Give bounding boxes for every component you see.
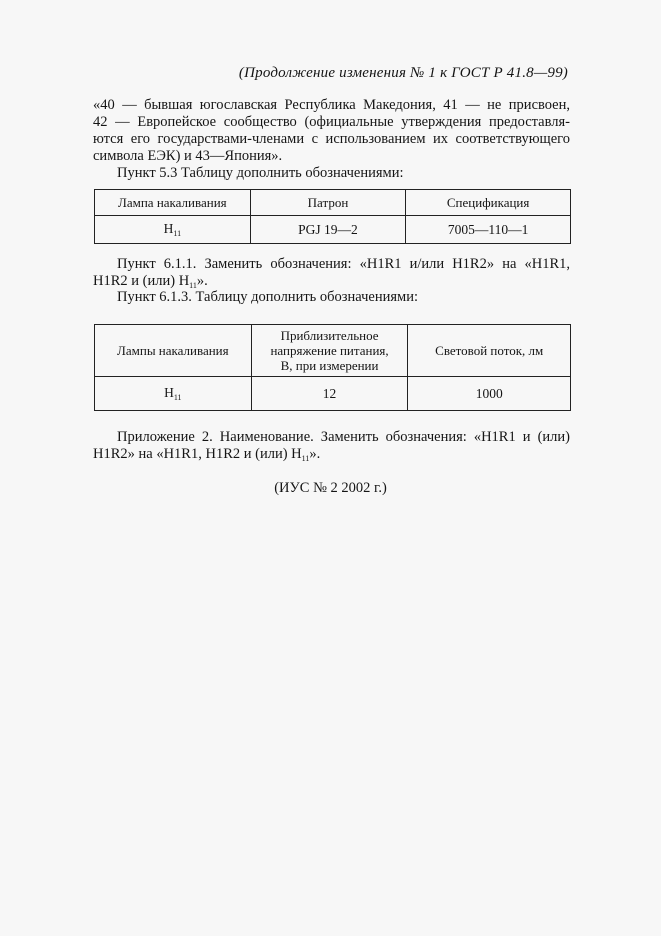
column-header: Спецификация — [406, 190, 571, 216]
text-line: H1R2 и (или) $H_{11}$». — [93, 273, 208, 290]
table-socket-spec — [94, 189, 571, 244]
column-header: Лампа накаливания — [95, 190, 251, 216]
text-line: ются его государствами-членами с использованием их соответствующего — [93, 131, 570, 147]
table-cell-voltage: 12 — [251, 377, 408, 411]
table-cell-flux: 1000 — [408, 377, 571, 411]
text-line: Пункт 6.1.1. Заменить обозначения: «H1R1 и/или H1R2» на «H1R1, — [117, 256, 570, 272]
paragraph-appendix-2 — [93, 429, 570, 467]
text-line: символа ЕЭК) и 43—Япония». — [93, 148, 283, 164]
column-header: Лампы накаливания — [95, 325, 252, 377]
table-row — [95, 377, 571, 411]
paragraph-clause-6-1-3: Пункт 6.1.3. Таблицу дополнить обозначениями: — [117, 289, 419, 305]
table-cell-socket: PGJ 19—2 — [250, 216, 406, 244]
page-header: (Продолжение изменения № 1 к ГОСТ Р 41.8—99) — [238, 65, 568, 81]
table-header-row — [95, 325, 571, 377]
text-line: 42 — Европейское сообщество (официальные утверждения предоставля- — [93, 114, 570, 130]
paragraph-country-codes — [93, 97, 570, 165]
text-line: Приложение 2. Наименование. Заменить обозначения: «H1R1 и (или) — [117, 429, 570, 445]
table-row — [95, 216, 571, 244]
table-cell-lamp: $H_{11}$ — [95, 216, 251, 244]
source-reference: (ИУС № 2 2002 г.) — [274, 480, 387, 496]
table-cell-lamp: $H_{11}$ — [95, 377, 252, 411]
column-header: Патрон — [250, 190, 406, 216]
paragraph-clause-5-3: Пункт 5.3 Таблицу дополнить обозначениями: — [117, 165, 404, 181]
table-header-row — [95, 190, 571, 216]
column-header: Приблизительное напряжение питания, В, при измерении — [251, 325, 408, 377]
table-cell-spec: 7005—110—1 — [406, 216, 571, 244]
text-line: «40 — бывшая югославская Республика Македония, 41 — не присвоен, — [93, 97, 570, 113]
text-line: H1R2» на «H1R1, H1R2 и (или) $H_{11}$». — [93, 446, 321, 463]
column-header: Световой поток, лм — [408, 325, 571, 377]
table-luminous-flux — [94, 324, 571, 411]
